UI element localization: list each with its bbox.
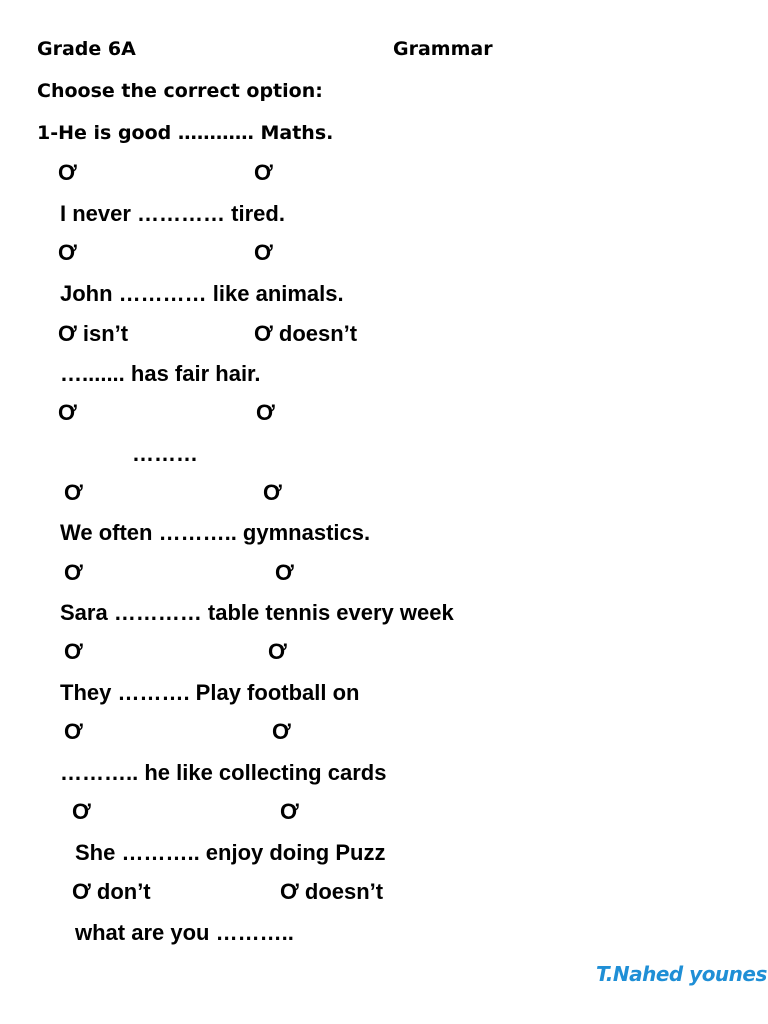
question-9: ……….. he like collecting cards — [60, 760, 387, 785]
option-9b[interactable]: Ơ — [280, 799, 299, 824]
option-4a[interactable]: Ơ — [58, 400, 77, 425]
question-8: They ………. Play football on — [60, 680, 360, 705]
option-8b[interactable]: Ơ — [272, 719, 291, 744]
option-6a[interactable]: Ơ — [64, 560, 83, 585]
option-7b[interactable]: Ơ — [268, 639, 287, 664]
question-7: Sara ………… table tennis every week — [60, 600, 454, 625]
option-3a[interactable]: Ơ isn’t — [58, 321, 129, 346]
option-3b[interactable]: Ơ doesn’t — [254, 321, 358, 346]
option-2a[interactable]: Ơ — [58, 240, 77, 265]
option-2b[interactable]: Ơ — [254, 240, 273, 265]
option-9a[interactable]: Ơ — [72, 799, 91, 824]
question-10: She ……….. enjoy doing Puzz — [75, 840, 386, 865]
question-5: ……… — [132, 441, 198, 466]
option-10b[interactable]: Ơ doesn’t — [280, 879, 384, 904]
option-6b[interactable]: Ơ — [275, 560, 294, 585]
option-4b[interactable]: Ơ — [256, 400, 275, 425]
subject-title: Grammar — [393, 38, 493, 60]
question-4: …....... has fair hair. — [60, 361, 261, 386]
instruction-text: Choose the correct option: — [37, 80, 323, 102]
option-1a[interactable]: Ơ — [58, 160, 77, 185]
option-5b[interactable]: Ơ — [263, 480, 282, 505]
question-6: We often ……….. gymnastics. — [60, 520, 371, 545]
grade-label: Grade 6A — [37, 38, 136, 60]
option-8a[interactable]: Ơ — [64, 719, 83, 744]
option-10a[interactable]: Ơ don’t — [72, 879, 151, 904]
option-5a[interactable]: Ơ — [64, 480, 83, 505]
question-3: John ………… like animals. — [60, 281, 344, 306]
question-11: what are you ……….. — [75, 920, 294, 945]
question-1: 1-He is good ………… Maths. — [37, 122, 334, 144]
question-2: I never ………… tired. — [60, 201, 285, 226]
option-7a[interactable]: Ơ — [64, 639, 83, 664]
teacher-signature: T.Nahed younes — [596, 962, 767, 986]
option-1b[interactable]: Ơ — [254, 160, 273, 185]
